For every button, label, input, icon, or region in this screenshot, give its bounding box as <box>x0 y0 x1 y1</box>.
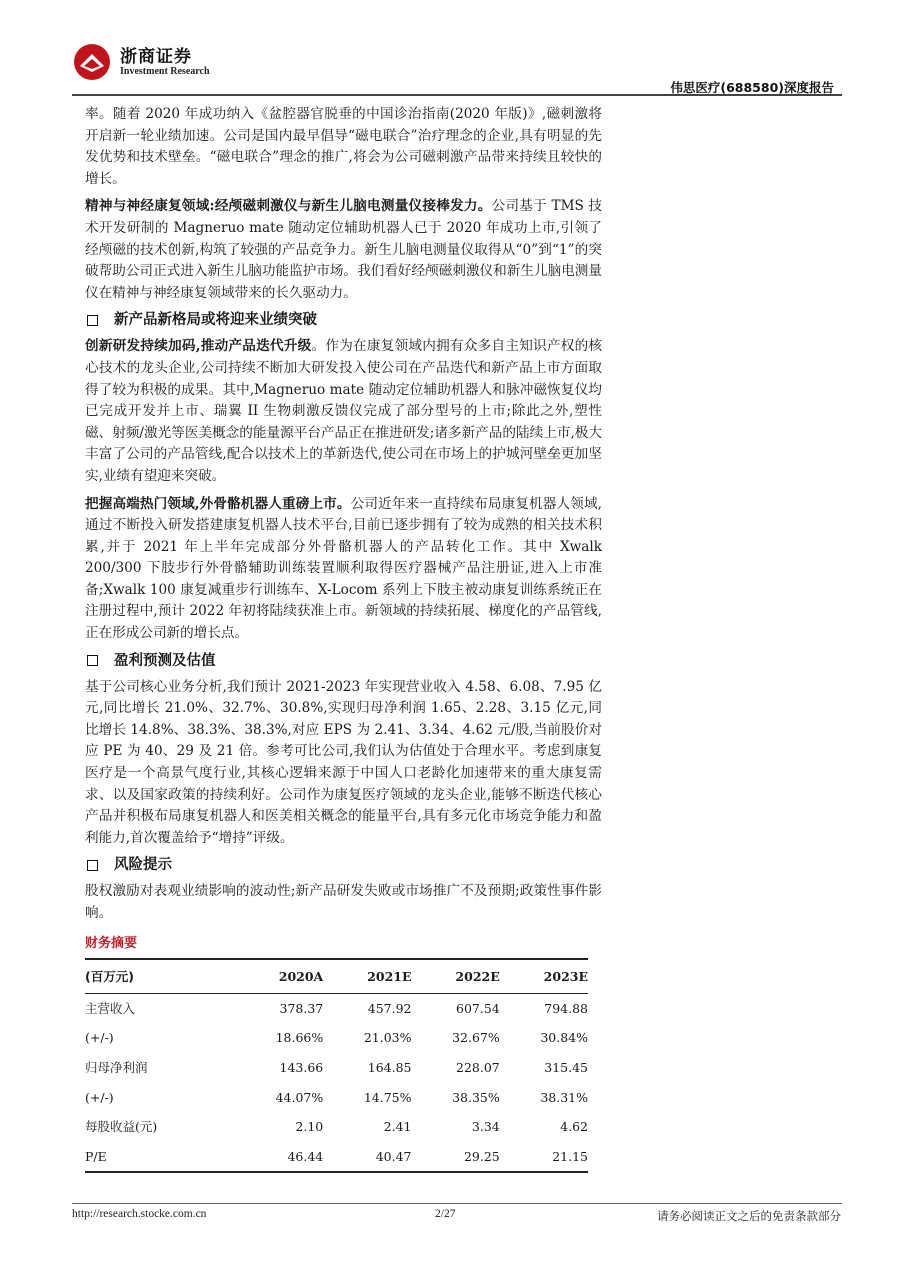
financial-summary-table <box>85 958 588 1173</box>
table-cell: 794.88 <box>544 1000 588 1016</box>
report-title: 伟思医疗(688580)深度报告 <box>670 80 834 95</box>
paragraph-lead: 创新研发持续加码,推动产品迭代升级 <box>85 338 312 355</box>
table-row <box>85 1083 588 1113</box>
checkbox-bullet-icon <box>87 655 98 666</box>
paragraph-exoskeleton <box>85 494 602 645</box>
table-cell: 18.66% <box>275 1030 324 1046</box>
table-cell: 46.44 <box>235 1142 323 1173</box>
paragraph-lead: 精神与神经康复领域:经颅磁刺激仪与新生儿脑电测量仪接棒发力。 <box>85 198 492 215</box>
table-cell: 29.25 <box>412 1142 500 1173</box>
table-cell: 378.37 <box>279 1000 324 1016</box>
checkbox-bullet-icon <box>87 860 98 871</box>
table-cell: 315.45 <box>544 1059 588 1075</box>
page-header <box>72 38 838 95</box>
table-cell: 3.34 <box>471 1119 500 1135</box>
paragraph-body: 。作为在康复领域内拥有众多自主知识产权的核心技术的龙头企业,公司持续不断加大研发投入使公司在产品迭代和新产品上市方面取得了较为积极的成果。其中,Magneruo mate 随动定位辅助机器人和脉冲磁恢复仪均已完成开发并上市、瑞翼 II 生物刺激反馈仪完成了部分型号的上市;除此之外,塑性磁、射频/激光等医美概念的能量源平台产品正在推进研发;诸多新产品的陆续上市,极大丰富了公司的产品管线,配合以技术上的革新迭代,使公司在市场上的护城河壁垒更加坚实,业绩有望迎来突破。 <box>85 338 603 484</box>
table-cell: 归母净利润 <box>85 1059 148 1075</box>
table-cell: 4.62 <box>560 1119 588 1135</box>
brand-subtitle: Investment Research <box>120 66 210 77</box>
table-cell: 32.67% <box>452 1030 500 1046</box>
table-cell: 30.84% <box>540 1030 588 1046</box>
table-cell: 44.07% <box>275 1089 324 1105</box>
section-title: 盈利预测及估值 <box>114 652 216 669</box>
table-cell: 2.41 <box>383 1119 412 1135</box>
paragraph-magnetic: 率。随着 2020 年成功纳入《盆腔器官脱垂的中国诊治指南(2020 年版)》,磁刺激将开启新一轮业绩加速。公司是国内最早倡导“磁电联合”治疗理念的企业,具有明显的先发优势和技术壁垒。“磁电联合”理念的推广,将会为公司磁刺激产品带来持续且较快的增长。 <box>85 106 602 187</box>
table-cell: 38.31% <box>540 1089 588 1105</box>
table-cell: 每股收益(元) <box>85 1119 158 1135</box>
table-row <box>85 1053 588 1083</box>
table-cell: (+/-) <box>85 1030 114 1046</box>
section-heading-risk <box>85 855 602 875</box>
section-heading-new-products <box>85 310 602 330</box>
paragraph-body: 公司基于 TMS 技术开发研制的 Magneruo mate 随动定位辅助机器人已于 2020 年成功上市,引领了经颅磁的技术创新,构筑了较强的产品竞争力。新生儿脑电测量仪取得从“0”到“1”的突破帮助公司正式进入新生儿脑功能监护市场。我们看好经颅磁刺激仪和新生儿脑电测量仪在精神与神经康复领域带来的长久驱动力。 <box>85 198 602 301</box>
table-cell: 14.75% <box>363 1089 412 1105</box>
table-row <box>85 1142 588 1173</box>
table-header-row <box>85 959 588 993</box>
main-content <box>85 104 602 1173</box>
section-title: 风险提示 <box>114 857 172 874</box>
footer-disclaimer: 请务必阅读正文之后的免责条款部分 <box>657 1209 841 1223</box>
table-header-cell: 2022E <box>412 959 500 993</box>
table-header-cell: (百万元) <box>85 959 235 993</box>
brand-name: 浙商证券 <box>120 47 192 67</box>
paragraph-lead: 把握高端热门领域,外骨骼机器人重磅上市。 <box>85 495 351 512</box>
header-divider <box>72 94 842 96</box>
table-header-cell: 2021E <box>323 959 411 993</box>
section-title: 新产品新格局或将迎来业绩突破 <box>114 312 317 329</box>
paragraph-body: 公司近年来一直持续布局康复机器人领域,通过不断投入研发搭建康复机器人技术平台,目前已逐步拥有了较为成熟的相关技术积累,并于 2021 年上半年完成部分外骨骼机器人的产品转化工作。其中 Xwalk 200/300 下肢步行外骨骼辅助训练装置顺利取得医疗器械产品注册证,进入上市准备;Xwalk 100 康复减重步行训练车、X-Locom 系列上下肢主被动康复训练系统正在注册过程中,预计 2022 年初将陆续获准上市。新领域的持续拓展、梯度化的产品管线,正在形成公司新的增长点。 <box>85 495 603 642</box>
table-cell: 457.92 <box>367 1000 412 1016</box>
table-cell: 38.35% <box>452 1089 500 1105</box>
table-cell: 40.47 <box>323 1142 411 1173</box>
table-cell: 21.03% <box>363 1030 412 1046</box>
paragraph-neuro <box>85 196 602 304</box>
table-cell: 607.54 <box>456 1000 500 1016</box>
table-row <box>85 1023 588 1053</box>
checkbox-bullet-icon <box>87 315 98 326</box>
paragraph-risk: 股权激励对表观业绩影响的波动性;新产品研发失败或市场推广不及预期;政策性事件影响。 <box>85 883 602 921</box>
section-heading-forecast <box>85 651 602 671</box>
page-number: 2/27 <box>435 1208 456 1220</box>
table-cell: P/E <box>85 1142 235 1173</box>
paragraph-forecast: 基于公司核心业务分析,我们预计 2021-2023 年实现营业收入 4.58、6.08、7.95 亿元,同比增长 21.0%、32.7%、30.8%,实现归母净利润 1.65、2.28、3.15 亿元,同比增长 14.8%、38.3%、38.3%,对应 EPS 为 2.41、3.34、4.62 元/股,当前股价对应 PE 为 40、29 及 21 倍。参考可比公司,我们认为估值处于合理水平。考虑到康复医疗是一个高景气度行业,其核心逻辑来源于中国人口老龄化加速带来的重大康复需求、以及国家政策的持续利好。公司作为康复医疗领域的龙头企业,能够不断迭代核心产品并积极布局康复机器人和医美相关概念的能量平台,具有多元化市场竞争能力和盈利能力,首次覆盖给予“增持”评级。 <box>85 678 602 846</box>
table-cell: 21.15 <box>500 1142 588 1173</box>
table-row <box>85 993 588 1023</box>
table-header-cell: 2020A <box>235 959 323 993</box>
table-cell: 主营收入 <box>85 1000 136 1016</box>
footer-divider <box>72 1203 842 1204</box>
financial-summary-title: 财务摘要 <box>85 935 138 951</box>
zheshang-logo-icon <box>72 42 112 82</box>
table-cell: (+/-) <box>85 1089 114 1105</box>
table-cell: 2.10 <box>295 1119 324 1135</box>
table-cell: 143.66 <box>279 1059 324 1075</box>
table-cell: 164.85 <box>367 1059 412 1075</box>
table-row <box>85 1112 588 1142</box>
table-header-cell: 2023E <box>500 959 588 993</box>
paragraph-rnd <box>85 336 602 487</box>
footer-url-link[interactable]: http://research.stocke.com.cn <box>72 1208 207 1220</box>
table-cell: 228.07 <box>456 1059 500 1075</box>
